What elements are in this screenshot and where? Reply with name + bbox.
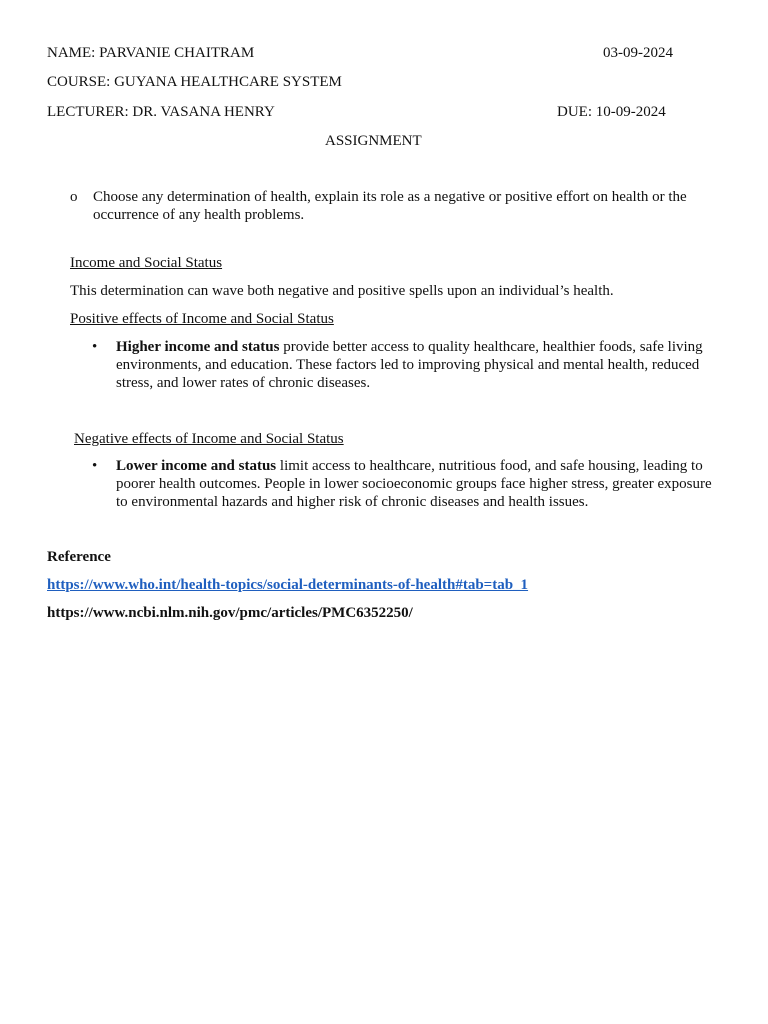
- question-marker: o: [70, 189, 78, 205]
- negative-bullet-dot: •: [92, 458, 98, 474]
- negative-bullet: [116, 457, 716, 511]
- positive-bullet: [116, 338, 716, 392]
- student-name: NAME: PARVANIE CHAITRAM: [47, 45, 255, 61]
- question-text: Choose any determination of health, explain its role as a negative or positive effort on health or the occurrence of any health problems.: [93, 189, 687, 223]
- submission-date: 03-09-2024: [603, 45, 673, 61]
- negative-text: limit access to healthcare, nutritious food, and safe housing, leading to poorer health outcomes. People in lower socioeconomic groups face higher stress, greater exposure to environmental hazards and higher risk of chronic diseases and health issues.: [116, 458, 712, 510]
- positive-heading: Positive effects of Income and Social Status: [70, 311, 334, 327]
- course-line: COURSE: GUYANA HEALTHCARE SYSTEM: [47, 74, 342, 90]
- reference-link-ncbi[interactable]: https://www.ncbi.nlm.nih.gov/pmc/articles/PMC6352250/: [47, 605, 413, 621]
- negative-bold-phrase: Lower income and status: [116, 458, 277, 474]
- positive-text: provide better access to quality healthcare, healthier foods, safe living environments, and education. These factors led to improving physical and mental health, reduced stress, and lower rates of chronic diseases.: [116, 339, 703, 391]
- reference-heading: Reference: [47, 549, 111, 565]
- section-intro: This determination can wave both negative and positive spells upon an individual’s health.: [70, 283, 614, 299]
- positive-bullet-dot: •: [92, 339, 98, 355]
- due-date: DUE: 10-09-2024: [557, 104, 666, 120]
- positive-bold-phrase: Higher income and status: [116, 339, 280, 355]
- reference-link-who[interactable]: https://www.who.int/health-topics/social-determinants-of-health#tab=tab_1: [47, 577, 529, 593]
- lecturer-line: LECTURER: DR. VASANA HENRY: [47, 104, 275, 120]
- document-title: ASSIGNMENT: [325, 133, 422, 149]
- section-heading: Income and Social Status: [70, 255, 223, 271]
- negative-heading: Negative effects of Income and Social Status: [74, 431, 344, 447]
